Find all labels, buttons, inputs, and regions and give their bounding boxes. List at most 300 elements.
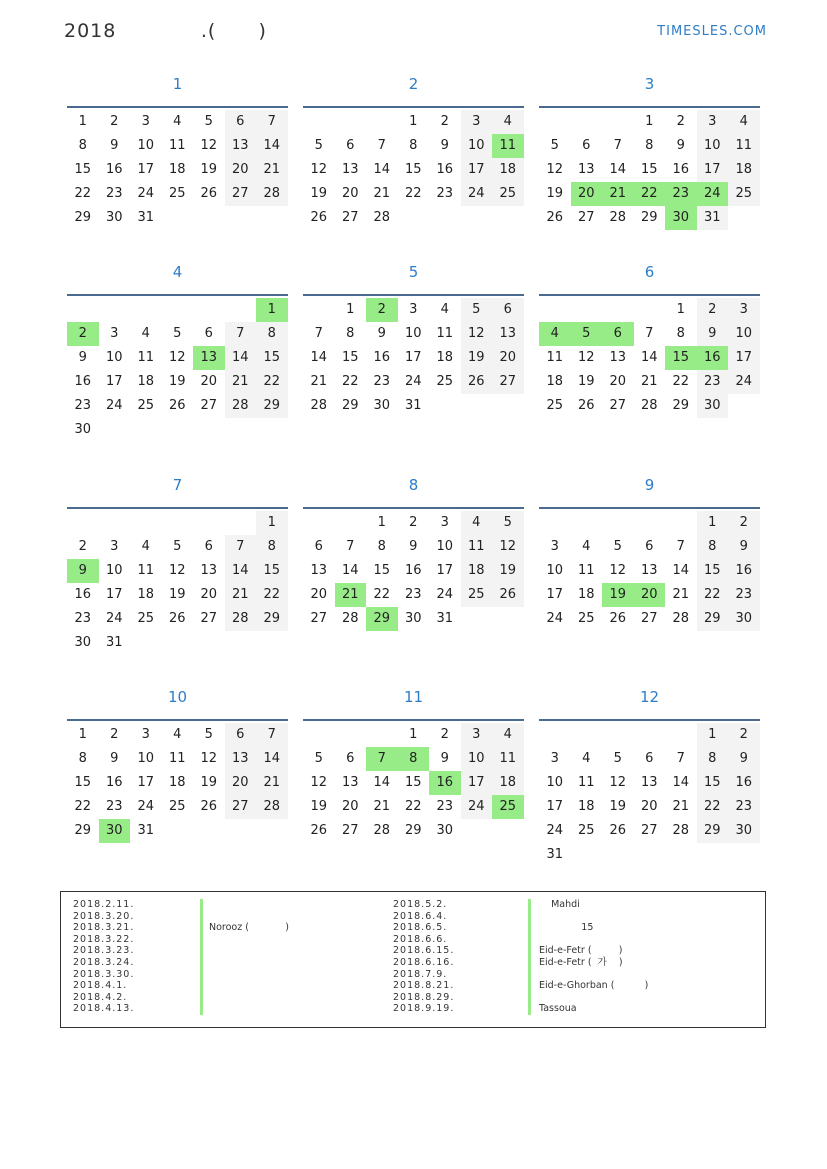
calendar-day: 5 xyxy=(173,539,182,554)
month-divider xyxy=(67,719,288,721)
calendar-day: 18 xyxy=(577,799,595,814)
month-6 xyxy=(539,260,760,418)
calendar-day: 9 xyxy=(78,350,87,365)
calendar-day: 25 xyxy=(137,611,155,626)
calendar-day: 22 xyxy=(341,374,359,389)
calendar-day: 24 xyxy=(546,611,564,626)
calendar-day: 14 xyxy=(672,563,690,578)
calendar-day: 29 xyxy=(256,394,288,418)
empty-cell xyxy=(539,723,571,747)
calendar-day: 10 xyxy=(546,563,564,578)
calendar-day: 4 xyxy=(173,114,182,129)
calendar-day: 11 xyxy=(436,326,454,341)
calendar-day: 22 xyxy=(697,583,729,607)
calendar-day: 22 xyxy=(373,587,391,602)
calendar-day: 29 xyxy=(74,823,92,838)
holiday-marker xyxy=(528,911,531,923)
calendar-day: 18 xyxy=(168,775,186,790)
holiday-date: 2018.7.9. xyxy=(393,968,448,980)
calendar-day: 23 xyxy=(436,799,454,814)
holiday-row xyxy=(73,945,403,957)
calendar-day: 10 xyxy=(697,134,729,158)
calendar-day: 11 xyxy=(137,563,155,578)
holiday-name: Norooz ( ) xyxy=(209,922,289,934)
holiday-day: 7 xyxy=(366,747,398,771)
calendar-day: 10 xyxy=(461,134,493,158)
calendar-day: 5 xyxy=(461,298,493,322)
month-divider xyxy=(303,106,524,108)
holiday-date: 2018.3.20. xyxy=(73,910,135,922)
holiday-row xyxy=(393,934,723,946)
calendar-day: 8 xyxy=(346,326,355,341)
holiday-date: 2018.3.21. xyxy=(73,922,135,934)
calendar-day: 25 xyxy=(577,611,595,626)
calendar-day: 17 xyxy=(105,374,123,389)
calendar-day: 14 xyxy=(225,346,257,370)
holiday-date: 2018.9.19. xyxy=(393,1003,455,1015)
calendar-day: 13 xyxy=(577,162,595,177)
holiday-day: 16 xyxy=(697,346,729,370)
calendar-day: 19 xyxy=(310,799,328,814)
calendar-day: 27 xyxy=(640,611,658,626)
calendar-day: 5 xyxy=(204,727,213,742)
calendar-day: 28 xyxy=(640,398,658,413)
calendar-day: 5 xyxy=(204,114,213,129)
site-brand[interactable]: TIMESLES.COM xyxy=(657,24,767,39)
empty-cell xyxy=(665,723,697,747)
calendar-day: 14 xyxy=(341,563,359,578)
calendar-day: 3 xyxy=(409,302,418,317)
month-2 xyxy=(303,72,524,230)
calendar-day: 13 xyxy=(640,775,658,790)
calendar-day: 14 xyxy=(310,350,328,365)
calendar-day: 2 xyxy=(78,539,87,554)
calendar-day: 27 xyxy=(200,398,218,413)
calendar-day: 14 xyxy=(256,747,288,771)
holiday-day: 30 xyxy=(665,206,697,230)
holiday-name: Eid-e-Fetr ( ) xyxy=(539,945,623,957)
month-name: 12 xyxy=(639,688,660,706)
holiday-name: Eid-e-Ghorban ( ) xyxy=(539,980,649,992)
calendar-day: 31 xyxy=(436,611,454,626)
holiday-date: 2018.2.11. xyxy=(73,899,135,910)
calendar-day: 20 xyxy=(310,587,328,602)
month-7 xyxy=(67,473,288,655)
calendar-day: 9 xyxy=(728,535,760,559)
holiday-marker xyxy=(528,957,531,969)
day-grid xyxy=(303,723,524,843)
holiday-row xyxy=(393,911,723,923)
calendar-day: 3 xyxy=(141,114,150,129)
empty-cell xyxy=(571,511,603,535)
calendar-day: 11 xyxy=(728,134,760,158)
calendar-day: 14 xyxy=(609,162,627,177)
calendar-day: 8 xyxy=(645,138,654,153)
calendar-day: 27 xyxy=(200,611,218,626)
calendar-day: 14 xyxy=(640,350,658,365)
empty-cell xyxy=(225,298,257,322)
holiday-day: 21 xyxy=(602,182,634,206)
calendar-day: 17 xyxy=(546,799,564,814)
calendar-day: 6 xyxy=(645,751,654,766)
calendar-day: 23 xyxy=(436,186,454,201)
calendar-day: 19 xyxy=(577,374,595,389)
calendar-day: 10 xyxy=(105,350,123,365)
calendar-day: 12 xyxy=(577,350,595,365)
calendar-day: 4 xyxy=(141,539,150,554)
calendar-day: 17 xyxy=(436,563,454,578)
calendar-day: 9 xyxy=(110,751,119,766)
calendar-day: 8 xyxy=(78,751,87,766)
empty-cell xyxy=(67,298,99,322)
month-divider xyxy=(303,507,524,509)
calendar-day: 28 xyxy=(373,823,391,838)
calendar-day: 7 xyxy=(645,326,654,341)
calendar-day: 29 xyxy=(256,607,288,631)
holiday-date: 2018.3.30. xyxy=(73,968,135,980)
month-name: 9 xyxy=(644,476,655,494)
calendar-day: 21 xyxy=(225,370,257,394)
calendar-day: 28 xyxy=(609,210,627,225)
calendar-day: 4 xyxy=(461,511,493,535)
holiday-date: 2018.3.22. xyxy=(73,933,135,945)
day-grid xyxy=(303,298,524,418)
holiday-row xyxy=(73,980,403,992)
calendar-day: 31 xyxy=(105,635,123,650)
calendar-day: 26 xyxy=(168,611,186,626)
calendar-day: 7 xyxy=(346,539,355,554)
empty-cell xyxy=(303,110,335,134)
calendar-day: 26 xyxy=(546,210,564,225)
calendar-day: 7 xyxy=(676,539,685,554)
holiday-row xyxy=(73,992,403,1004)
calendar-day: 11 xyxy=(168,751,186,766)
holiday-date: 2018.6.5. xyxy=(393,922,448,934)
calendar-day: 2 xyxy=(110,114,119,129)
calendar-day: 10 xyxy=(404,326,422,341)
calendar-day: 3 xyxy=(728,298,760,322)
calendar-day: 21 xyxy=(373,799,391,814)
holiday-day: 24 xyxy=(697,182,729,206)
day-grid xyxy=(303,110,524,230)
calendar-day: 10 xyxy=(461,747,493,771)
calendar-day: 12 xyxy=(310,162,328,177)
calendar-day: 27 xyxy=(341,210,359,225)
calendar-day: 7 xyxy=(225,535,257,559)
calendar-day: 2 xyxy=(728,511,760,535)
month-name: 3 xyxy=(644,75,655,93)
calendar-day: 1 xyxy=(346,302,355,317)
calendar-day: 5 xyxy=(314,751,323,766)
calendar-day: 4 xyxy=(440,302,449,317)
calendar-day: 7 xyxy=(676,751,685,766)
calendar-day: 23 xyxy=(105,186,123,201)
holiday-marker xyxy=(200,899,203,911)
empty-cell xyxy=(539,110,571,134)
month-3 xyxy=(539,72,760,230)
day-grid xyxy=(67,298,288,442)
calendar-day: 29 xyxy=(672,398,690,413)
calendar-day: 24 xyxy=(137,186,155,201)
calendar-day: 13 xyxy=(310,563,328,578)
month-divider xyxy=(67,106,288,108)
calendar-day: 27 xyxy=(640,823,658,838)
calendar-day: 5 xyxy=(613,539,622,554)
calendar-day: 30 xyxy=(697,394,729,418)
calendar-day: 15 xyxy=(74,162,92,177)
calendar-day: 6 xyxy=(492,298,524,322)
calendar-day: 31 xyxy=(546,847,564,862)
calendar-day: 7 xyxy=(256,723,288,747)
calendar-day: 12 xyxy=(200,751,218,766)
calendar-day: 17 xyxy=(461,158,493,182)
holiday-date: 2018.3.23. xyxy=(73,945,135,957)
calendar-day: 18 xyxy=(436,350,454,365)
calendar-day: 30 xyxy=(436,823,454,838)
calendar-day: 3 xyxy=(461,110,493,134)
calendar-day: 8 xyxy=(256,322,288,346)
calendar-day: 9 xyxy=(440,751,449,766)
holiday-date: 2018.6.4. xyxy=(393,910,448,922)
calendar-day: 12 xyxy=(609,563,627,578)
holiday-row xyxy=(393,922,723,934)
calendar-day: 15 xyxy=(373,563,391,578)
calendar-day: 28 xyxy=(256,182,288,206)
calendar-day: 4 xyxy=(141,326,150,341)
empty-cell xyxy=(99,298,131,322)
calendar-day: 4 xyxy=(728,110,760,134)
calendar-day: 27 xyxy=(225,182,257,206)
calendar-day: 12 xyxy=(168,563,186,578)
calendar-day: 22 xyxy=(672,374,690,389)
calendar-day: 29 xyxy=(404,823,422,838)
calendar-day: 20 xyxy=(341,799,359,814)
calendar-day: 7 xyxy=(314,326,323,341)
holiday-day: 15 xyxy=(665,346,697,370)
calendar-day: 2 xyxy=(728,723,760,747)
calendar-day: 26 xyxy=(310,210,328,225)
calendar-day: 30 xyxy=(404,611,422,626)
empty-cell xyxy=(193,511,225,535)
holiday-marker xyxy=(528,992,531,1004)
empty-cell xyxy=(162,298,194,322)
holiday-date: 2018.3.24. xyxy=(73,956,135,968)
calendar-day: 20 xyxy=(341,186,359,201)
month-name: 8 xyxy=(408,476,419,494)
calendar-day: 4 xyxy=(492,723,524,747)
month-8 xyxy=(303,473,524,631)
calendar-day: 1 xyxy=(409,727,418,742)
calendar-day: 22 xyxy=(74,799,92,814)
calendar-day: 10 xyxy=(436,539,454,554)
calendar-day: 28 xyxy=(672,823,690,838)
month-name: 6 xyxy=(644,263,655,281)
month-divider xyxy=(539,507,760,509)
calendar-day: 24 xyxy=(404,374,422,389)
holiday-list-left xyxy=(73,899,403,1015)
holiday-day: 9 xyxy=(67,559,99,583)
calendar-day: 15 xyxy=(697,771,729,795)
holiday-day: 25 xyxy=(492,795,524,819)
calendar-day: 20 xyxy=(200,587,218,602)
holiday-day: 6 xyxy=(602,322,634,346)
holiday-marker xyxy=(200,934,203,946)
calendar-day: 30 xyxy=(373,398,391,413)
calendar-day: 26 xyxy=(200,799,218,814)
calendar-day: 22 xyxy=(74,186,92,201)
holiday-date: 2018.4.2. xyxy=(73,991,128,1003)
calendar-day: 30 xyxy=(74,635,92,650)
calendar-day: 21 xyxy=(672,587,690,602)
holiday-marker xyxy=(528,899,531,911)
calendar-day: 13 xyxy=(200,563,218,578)
holiday-marker xyxy=(528,945,531,957)
month-divider xyxy=(539,106,760,108)
calendar-day: 19 xyxy=(310,186,328,201)
holiday-day: 21 xyxy=(335,583,367,607)
holiday-date: 2018.6.16. xyxy=(393,956,455,968)
empty-cell xyxy=(303,723,335,747)
calendar-day: 7 xyxy=(256,110,288,134)
calendar-day: 17 xyxy=(546,587,564,602)
calendar-day: 8 xyxy=(409,138,418,153)
calendar-day: 16 xyxy=(436,162,454,177)
holiday-date: 2018.4.13. xyxy=(73,1003,135,1015)
calendar-day: 21 xyxy=(256,158,288,182)
calendar-day: 13 xyxy=(225,747,257,771)
calendar-day: 28 xyxy=(672,611,690,626)
holiday-name: Tassoua xyxy=(539,1003,577,1015)
calendar-day: 12 xyxy=(168,350,186,365)
holiday-date: 2018.8.29. xyxy=(393,991,455,1003)
calendar-day: 18 xyxy=(461,559,493,583)
holiday-row xyxy=(73,969,403,981)
calendar-day: 25 xyxy=(461,583,493,607)
day-grid xyxy=(303,511,524,631)
holiday-marker xyxy=(200,945,203,957)
calendar-day: 31 xyxy=(137,823,155,838)
holiday-list xyxy=(60,891,766,1028)
calendar-day: 16 xyxy=(672,162,690,177)
calendar-day: 9 xyxy=(377,326,386,341)
calendar-day: 4 xyxy=(173,727,182,742)
month-9 xyxy=(539,473,760,631)
calendar-day: 15 xyxy=(404,162,422,177)
calendar-day: 7 xyxy=(377,138,386,153)
empty-cell xyxy=(602,110,634,134)
month-name: 5 xyxy=(408,263,419,281)
empty-cell xyxy=(634,298,666,322)
calendar-day: 22 xyxy=(404,799,422,814)
calendar-day: 7 xyxy=(613,138,622,153)
calendar-day: 7 xyxy=(225,322,257,346)
calendar-day: 18 xyxy=(492,771,524,795)
calendar-day: 23 xyxy=(105,799,123,814)
calendar-day: 5 xyxy=(314,138,323,153)
calendar-day: 11 xyxy=(461,535,493,559)
holiday-marker xyxy=(200,957,203,969)
calendar-day: 15 xyxy=(256,346,288,370)
calendar-day: 18 xyxy=(546,374,564,389)
calendar-day: 31 xyxy=(697,206,729,230)
calendar-day: 6 xyxy=(346,751,355,766)
holiday-day: 30 xyxy=(99,819,131,843)
calendar-day: 10 xyxy=(728,322,760,346)
calendar-day: 3 xyxy=(550,539,559,554)
calendar-day: 12 xyxy=(492,535,524,559)
empty-cell xyxy=(193,298,225,322)
calendar-day: 29 xyxy=(697,607,729,631)
calendar-day: 22 xyxy=(256,370,288,394)
calendar-day: 25 xyxy=(492,182,524,206)
holiday-date: 2018.8.21. xyxy=(393,980,455,992)
month-divider xyxy=(303,719,524,721)
holiday-row xyxy=(393,980,723,992)
calendar-day: 6 xyxy=(225,723,257,747)
month-divider xyxy=(539,294,760,296)
calendar-day: 28 xyxy=(310,398,328,413)
calendar-day: 1 xyxy=(256,511,288,535)
calendar-day: 17 xyxy=(105,587,123,602)
empty-cell xyxy=(303,298,335,322)
empty-cell xyxy=(225,511,257,535)
calendar-day: 28 xyxy=(256,795,288,819)
empty-cell xyxy=(634,511,666,535)
calendar-day: 19 xyxy=(168,587,186,602)
calendar-day: 8 xyxy=(78,138,87,153)
calendar-day: 15 xyxy=(697,559,729,583)
holiday-row xyxy=(393,969,723,981)
calendar-day: 18 xyxy=(137,587,155,602)
calendar-day: 23 xyxy=(74,398,92,413)
calendar-day: 9 xyxy=(440,138,449,153)
calendar-day: 1 xyxy=(697,511,729,535)
holiday-row xyxy=(73,911,403,923)
calendar-day: 23 xyxy=(74,611,92,626)
calendar-day: 6 xyxy=(204,539,213,554)
calendar-day: 24 xyxy=(546,823,564,838)
calendar-day: 14 xyxy=(373,162,391,177)
calendar-day: 5 xyxy=(613,751,622,766)
calendar-day: 10 xyxy=(105,563,123,578)
calendar-day: 28 xyxy=(341,611,359,626)
calendar-day: 6 xyxy=(314,539,323,554)
holiday-row xyxy=(73,899,403,911)
calendar-day: 30 xyxy=(728,819,760,843)
calendar-day: 19 xyxy=(200,162,218,177)
calendar-day: 17 xyxy=(404,350,422,365)
calendar-day: 18 xyxy=(577,587,595,602)
calendar-day: 13 xyxy=(609,350,627,365)
empty-cell xyxy=(130,511,162,535)
calendar-day: 21 xyxy=(672,799,690,814)
calendar-day: 8 xyxy=(697,747,729,771)
calendar-day: 28 xyxy=(373,210,391,225)
calendar-day: 11 xyxy=(168,138,186,153)
calendar-day: 18 xyxy=(728,158,760,182)
holiday-marker xyxy=(200,922,203,934)
calendar-day: 2 xyxy=(409,515,418,530)
calendar-day: 8 xyxy=(377,539,386,554)
calendar-day: 27 xyxy=(341,823,359,838)
calendar-day: 20 xyxy=(225,158,257,182)
calendar-day: 21 xyxy=(310,374,328,389)
calendar-day: 26 xyxy=(609,611,627,626)
holiday-date: 2018.4.1. xyxy=(73,980,128,992)
calendar-day: 24 xyxy=(105,398,123,413)
calendar-day: 3 xyxy=(110,326,119,341)
calendar-day: 1 xyxy=(409,114,418,129)
